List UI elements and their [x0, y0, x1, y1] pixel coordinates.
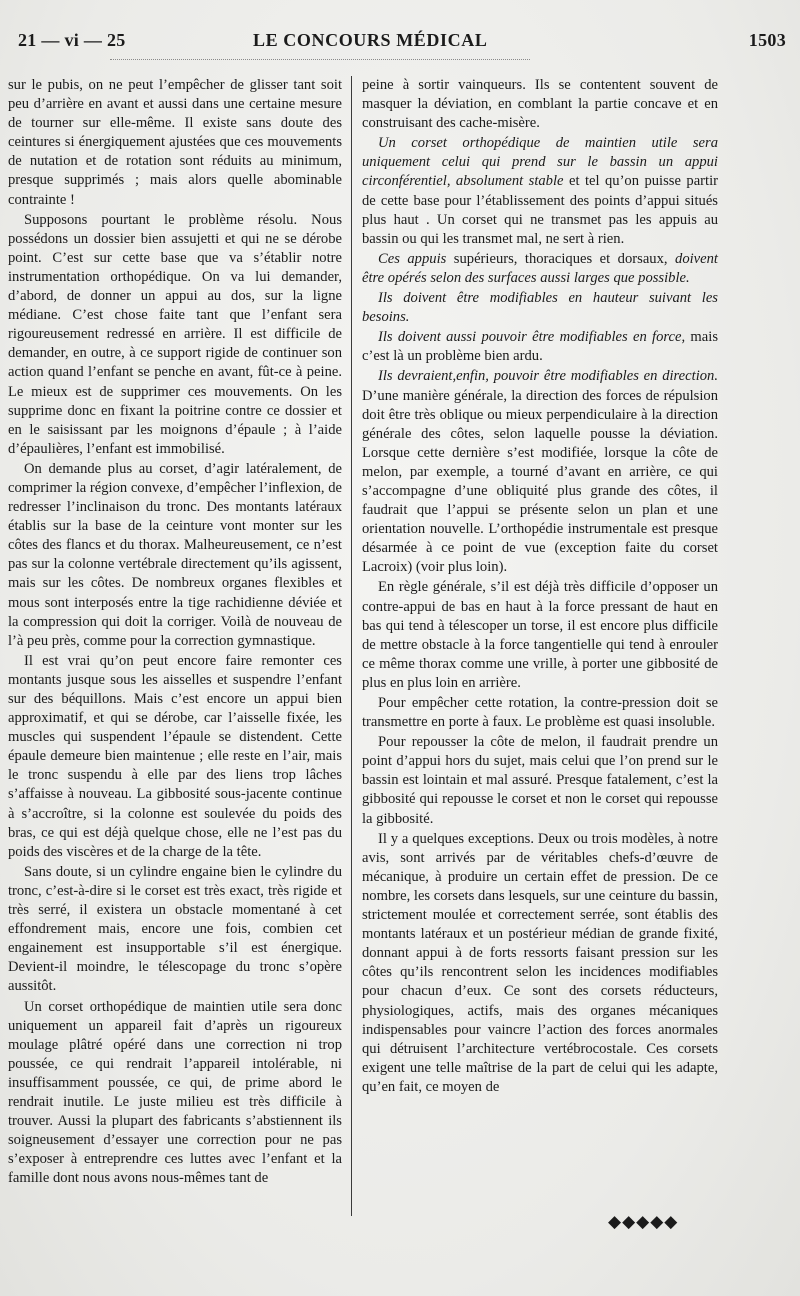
paragraph — [8, 863, 342, 997]
page-number: 1503 — [748, 30, 786, 50]
paragraph — [362, 328, 718, 366]
italic-text: Ils doivent aussi pouvoir être modifiables en force, — [378, 329, 686, 346]
text-run: supérieurs, thoraciques et dorsaux, — [446, 250, 676, 267]
paragraph — [362, 830, 718, 1097]
paragraph — [8, 998, 342, 1189]
page-header — [18, 30, 786, 58]
italic-text: Ces appuis — [378, 250, 447, 267]
text-run: Il y a quelques exceptions. Deux ou trois modèles, à notre avis, sont arrivés par de véritables chefs-d’œuvre de mécanique, à produire un certain effet de pression. De ce nombre, les corsets dans lesquels, sur une ceinture du bassin, strictement moulée et correctement serrée, sont établis des montants latéraux et un postérieur médian de grande fixité, donnant appui à de forts ressorts faisant pression sur les côtes qu’ils rencontrent selon les incidences modifiables pour chacun d’eux. Ce sont des corsets réducteurs, physiologiques, actifs, mais des organes mécaniques indispensables pour vaincre l’action des forces anormales qui détruisent l’architecture vertébrocostale. Ces corsets exigent une telle maîtrise de la part de celui qui les adapte, qu’en fait, ce moyen de — [362, 830, 718, 1095]
text-run: et tel qu’on puisse partir de cette base pour l’établissement des points d’appui situés plus haut . Un corset qui ne transmet pas les appuis au bassin ou qui les transmet mal, ne sert à rien. — [362, 173, 718, 247]
header-divider — [110, 59, 530, 60]
text-run: Un corset orthopédique de maintien utile sera donc uniquement un appareil fait d’après un rigoureux moulage plâtré opéré dans une correction ni trop poussée, ce qui rendrait l’appareil intolérable, ni insuffisamment poussée, ce qui, de prime abord le rendrait inutile. Le juste milieu est très difficile à trouver. Aussi la plupart des fabricants s’abstiennent ils soigneusement d’essayer une correction pour ne pas s’exposer à entreprendre ces luttes avec l’enfant et la famille dont nous avons nous-mêmes tant de — [8, 998, 342, 1187]
paragraph — [8, 211, 342, 459]
paragraph — [362, 250, 718, 288]
text-run: En règle générale, s’il est déjà très difficile d’opposer un contre-appui de bas en haut à la force pressant de haut en bas qui tend à télescoper un torse, il est encore plus difficile de mettre obstacle à la force tangentielle qui tend à enrouler ce même thorax comme une vrille, à porter une gibbosité de plus en plus loin en arrière. — [362, 579, 718, 691]
text-run: Il est vrai qu’on peut encore faire remonter ces montants jusque sous les aisselles et suspendre l’enfant sur des béquillons. Mais c’est encore un appui bien approximatif, et qui se dérobe, car l’aisselle fixée, les muscles qui suspendent l’épaule se distendent. Cette épaule demeure bien maintenue ; elle reste en l’air, mais le tronc suspendu à elle par des liens trop lâches s’affaisse à nouveau. La gibbosité sous-jacente continue à s’accroître, si la colonne est soulevée du poids des bras, ce qui est déjà quelque chose, elle ne l’est pas du poids des viscères et de la charge de la tête. — [8, 652, 342, 860]
text-run: Pour repousser la côte de melon, il faudrait prendre un point d’appui hors du sujet, mais celui que l’on prend sur le bassin est lointain et mal assuré. Presque fatalement, c’est la gibbosité qui repousse le corset et non le corset qui repousse la gibbosité. — [362, 734, 718, 827]
italic-text: Un corset orthopédique de maintien utile sera uniquement celui qui prend sur le bassin un appui circonférentiel, absolument stable — [362, 135, 718, 190]
text-run: Pour empêcher cette rotation, la contre-pression doit se transmettre en porte à faux. Le problème est quasi insoluble. — [362, 695, 718, 731]
text-run: sur le pubis, on ne peut l’empêcher de glisser tant soit peu d’arrière en avant et aussi dans une certaine mesure de tourner sur elle-même. Il existe sans doute des ceintures si énergiquement ajustées que ces mouvements de nutation et de rotation sont réduits au minimum, presque supprimés ; mais alors quelle abominable contrainte ! — [8, 77, 342, 208]
paragraph — [362, 733, 718, 828]
paragraph — [362, 367, 718, 577]
paragraph — [362, 76, 718, 133]
text-run: peine à sortir vainqueurs. Ils se contentent souvent de masquer la déviation, en comblant la partie concave et en construisant des cache-misère. — [362, 77, 718, 132]
left-column — [8, 76, 342, 1189]
text-run: Sans doute, si un cylindre engaine bien le cylindre du tronc, c’est-à-dire si le corset est très exact, très rigide et très serré, il existera un obstacle momentané à cet effondrement mais, encore une fois, combien cet engainement est insupportable s’il est énergique. Devient-il moindre, le télescopage du tronc s’opère aussitôt. — [8, 863, 342, 995]
text-run: mais c’est là un problème bien ardu. — [362, 329, 718, 365]
italic-text: doivent être opérés selon des surfaces aussi larges que possible. — [362, 250, 718, 286]
paragraph — [8, 460, 342, 651]
italic-text: Ils devraient,enfin, pouvoir être modifiables en direction. — [378, 368, 718, 385]
end-ornament: ◆◆◆◆◆ — [608, 1212, 679, 1231]
paragraph — [362, 289, 718, 327]
paragraph — [8, 76, 342, 210]
paragraph — [362, 578, 718, 693]
text-run: On demande plus au corset, d’agir latéralement, de comprimer la région convexe, d’empêcher l’inflexion, de redresser l’inclinaison du tronc. Des montants latéraux établis sur la base de la ceinture vont monter sur les côtes des flancs et du thorax. Malheureusement, ce n’est pas sur la colonne vertébrale directement qu’ils agissent, mais sur les côtes. De nombreux organes flexibles et mous sont interposés entre la tige rachidienne déviée et la compression qui doit la corriger. Voilà de nouveau de l’à peu près, comme pour la correction gymnastique. — [8, 460, 342, 649]
paragraph — [362, 694, 718, 732]
journal-title: LE CONCOURS MÉDICAL — [253, 30, 488, 50]
column-divider — [351, 76, 352, 1216]
issue-date: 21 — vi — 25 — [18, 30, 126, 50]
paragraph — [362, 134, 718, 249]
text-run: D’une manière générale, la direction des forces de répulsion doit être très oblique ou mieux perpendiculaire à la direction générale des côtes, selon laquelle pousse la déviation. Lorsque cette dernière s’est modifiée, lorsque la côte de melon, par exemple, a tourné d’avant en arrière, ce qui s’accompagne d’une obliquité plus grande des côtes, il faudrait que l’appui se présente selon un plan et une orientation nouvelle. L’orthopédie instrumentale est presque désarmée à ce point de vue (exception faite du corset Lacroix) (voir plus loin). — [362, 387, 718, 576]
text-run: Supposons pourtant le problème résolu. Nous possédons un dossier bien assujetti et qui ne se dérobe point. C’est sur cette base que va s’établir notre instrumentation orthopédique. On va lui demander, d’abord, de donner un appui au dos, sur la ligne médiane. C’est chose faite tant que l’enfant sera rigoureusement redressé en arrière. Il est difficile de demander, en outre, à ce support rigide de continuer son action quand l’enfant se penche en avant, fût-ce à peine. Le mieux est de supprimer ces mouvements. On les supprime donc en fixant la poitrine contre ce dossier et en le saisissant par les moignons d’épaule ; à l’aide d’épaulières, l’enfant est immobilisé. — [8, 211, 342, 457]
right-column — [362, 76, 718, 1098]
italic-text: Ils doivent être modifiables en hauteur suivant les besoins. — [362, 290, 718, 326]
paragraph — [8, 652, 342, 862]
